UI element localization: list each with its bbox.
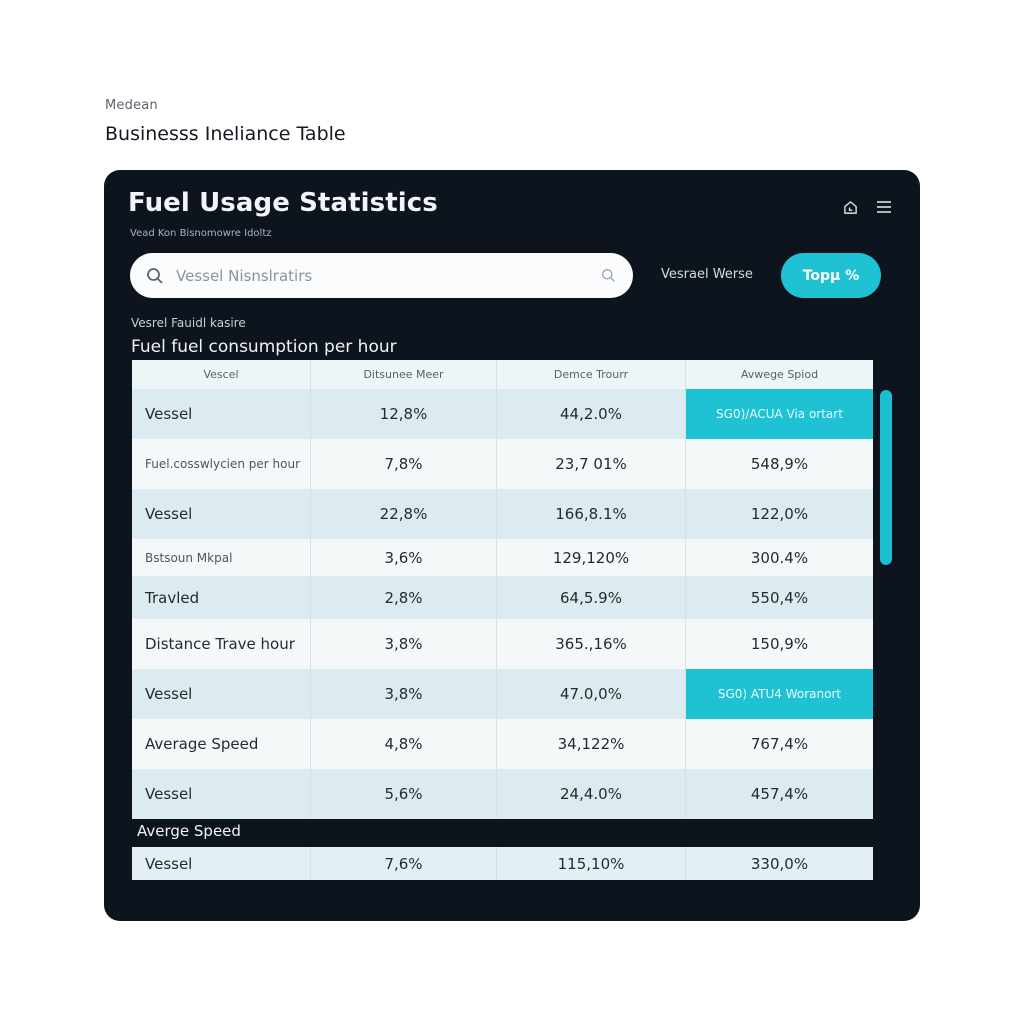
table-row[interactable]: [132, 619, 873, 669]
hamburger-menu-icon[interactable]: [875, 198, 893, 216]
vessel-filter-link[interactable]: Vesrael Werse: [661, 267, 753, 282]
row-label: Vessel: [132, 389, 311, 439]
column-header[interactable]: Vescel: [132, 360, 311, 389]
row-label: Average Speed: [132, 719, 311, 769]
table-cell: 300.4%: [750, 548, 809, 567]
table-cell: 122,0%: [750, 505, 809, 523]
table-cell: 7,6%: [311, 847, 497, 880]
row-label: Travled: [132, 576, 311, 619]
page-eyebrow: Medean: [105, 98, 158, 113]
top-percent-button[interactable]: Topμ %: [781, 253, 881, 298]
sub-section-title: Averge Speed: [137, 822, 241, 840]
table-cell: 550,4%: [750, 588, 809, 607]
table-cell: 24,4.0%: [497, 769, 686, 819]
page-title: Businesss Ineliance Table: [105, 123, 346, 145]
row-label: Vessel: [132, 489, 311, 539]
highlighted-cell: SG0) ATU4 Woranort: [686, 669, 873, 719]
table-cell: 7,8%: [311, 439, 497, 489]
table-row[interactable]: [132, 669, 873, 719]
search-input[interactable]: [176, 267, 593, 285]
table-cell: 5,6%: [311, 769, 497, 819]
row-label: Fuel.cosswlycien per hour: [132, 439, 311, 489]
table-cell: 3,8%: [311, 669, 497, 719]
table-cell: 44,2.0%: [497, 389, 686, 439]
table-cell: 2,8%: [311, 576, 497, 619]
column-header[interactable]: Ditsunee Meer: [311, 360, 497, 389]
search-submit-icon[interactable]: [601, 268, 617, 284]
search-bar[interactable]: [130, 253, 633, 298]
fuel-table: [132, 360, 873, 819]
table-row[interactable]: [132, 847, 873, 880]
panel-subtitle: Vead Kon Bisnomowre Idoltz: [130, 228, 272, 239]
section-caption: Vesrel Fauidl kasire: [131, 316, 246, 330]
table-cell: 64,5.9%: [497, 576, 686, 619]
row-label: Vessel: [132, 847, 311, 880]
table-row[interactable]: [132, 439, 873, 489]
panel-title: Fuel Usage Statistics: [128, 188, 438, 218]
table-cell: 12,8%: [311, 389, 497, 439]
table-cell: 34,122%: [497, 719, 686, 769]
table-header-row: [132, 360, 873, 389]
table-row[interactable]: [132, 489, 873, 539]
table-row[interactable]: [132, 576, 873, 619]
row-label: Distance Trave hour: [132, 619, 311, 669]
table-cell: 365.,16%: [497, 619, 686, 669]
table-cell: 457,4%: [750, 785, 809, 803]
table-cell: 166,8.1%: [497, 489, 686, 539]
table-cell: 23,7 01%: [497, 439, 686, 489]
section-title: Fuel fuel consumption per hour: [131, 337, 397, 357]
table-row[interactable]: [132, 389, 873, 439]
table-cell: 3,6%: [311, 539, 497, 576]
table-cell: 150,9%: [750, 635, 809, 653]
table-row[interactable]: [132, 719, 873, 769]
row-label: Bstsoun Mkpal: [132, 539, 311, 576]
search-icon: [146, 267, 164, 285]
table-cell: 47.0,0%: [497, 669, 686, 719]
table-cell: 115,10%: [497, 847, 686, 880]
table-cell: 22,8%: [311, 489, 497, 539]
table-cell: 548,9%: [750, 455, 809, 473]
fuel-stats-panel: [104, 170, 920, 921]
table-cell: 3,8%: [311, 619, 497, 669]
row-label: Vessel: [132, 769, 311, 819]
row-label: Vessel: [132, 669, 311, 719]
column-header[interactable]: Demce Trourr: [497, 360, 686, 389]
summary-table: [132, 847, 873, 880]
table-cell: 4,8%: [311, 719, 497, 769]
highlighted-cell: SG0)/ACUA Via ortart: [686, 389, 873, 439]
table-row[interactable]: [132, 769, 873, 819]
table-cell: 330,0%: [750, 854, 809, 873]
home-icon[interactable]: [841, 198, 859, 216]
table-cell: 129,120%: [497, 539, 686, 576]
table-row[interactable]: [132, 539, 873, 576]
table-scrollbar[interactable]: [880, 390, 892, 565]
table-cell: 767,4%: [750, 735, 809, 753]
column-header[interactable]: Avwege Spiod: [686, 360, 873, 389]
